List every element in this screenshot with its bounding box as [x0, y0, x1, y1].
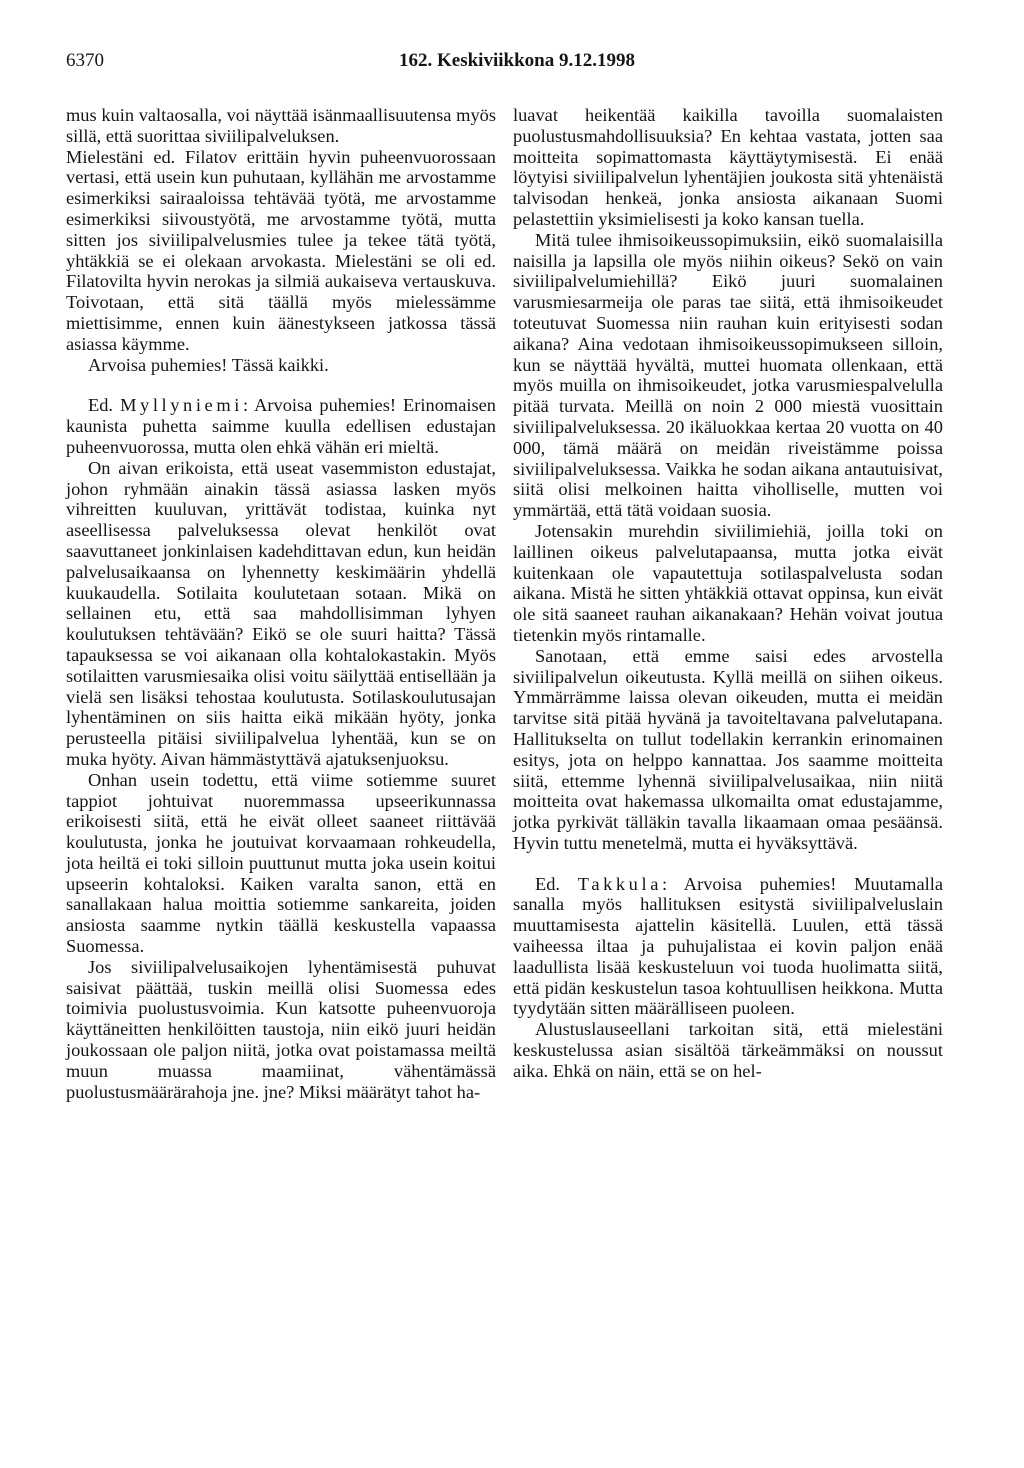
speaker-name: Takkula	[577, 873, 662, 894]
paragraph: On aivan erikoista, että useat vasemmiston edustajat, johon ryhmään ainakin tässä asiassa lasken myös vihreitten kuuluvan, yrittävät todistaa, kuinka nyt aseellisessa palveluksessa olevat henkilöt ovat saavuttaneet jonkinlaisen kadehdittavan edun, kun heidän palvelusaikaansa on lyhennetty keskimäärin yhdellä kuukaudella. Sotilaita koulutetaan sotaan. Mikä on sellainen etu, että saa mahdollisimman lyhyen koulutuksen tehtävään? Eikö se ole suuri haitta? Tässä tapauksessa se voi aikanaan olla kohtalokastakin. Myös sotilaitten varusmiesaika olisi voitu säilyttää entisellään ja vielä sen lisäksi tehostaa koulutusta. Sotilaskoulutusajan lyhentäminen on siis haitta eikä mikään hyöty, jonka perusteella pitäisi siviilipalvelua lyhentää, kun se on muka hyöty. Aivan hämmästyttävä ajatuksenjuoksu.	[66, 457, 496, 769]
speaker-paragraph	[66, 395, 496, 457]
speaker-prefix: Ed.	[88, 395, 121, 416]
paragraph: luavat heikentää kaikilla tavoilla suomalaisten puolustusmahdollisuuksia? En kehtaa vastata, jotten saa moitteita sopimattomasta käyttäytymisestä. Ei enää löytyisi siviilipalvelun lyhentäjien joukosta sitä yhtenäistä talvisodan henkeä, jonka ansiosta aikanaan Suomi pelastettiin yksimielisesti ja koko kansan tuella.	[513, 105, 943, 229]
page-header	[66, 50, 956, 74]
paragraph: Onhan usein todettu, että viime sotiemme suuret tappiot johtuivat nuoremmassa upseerikunnassa erikoisesti siitä, että he eivät olleet saaneet riittävää koulutusta, jonka he joutuivat korvaamaan rohkeudella, jota heiltä ei toki silloin puuttunut mutta joka usein koitui upseerin kohtaloksi. Kaiken varalta sanon, että en sanallakaan halua moittia sotiemme sankareita, joiden ansiosta saamme nytkin täällä keskustella vapaassa Suomessa.	[66, 769, 496, 957]
speaker-paragraph	[513, 874, 943, 1020]
paragraph: mus kuin valtaosalla, voi näyttää isänmaallisuutensa myös sillä, että suorittaa siviilipalveluksen.	[66, 105, 496, 146]
paragraph: Arvoisa puhemies! Tässä kaikki.	[88, 354, 329, 375]
left-column	[66, 105, 496, 1102]
right-column	[513, 105, 943, 1082]
paragraph: Alustuslauseellani tarkoitan sitä, että mielestäni keskustelussa asian sisältöä tärkeämmäksi on noussut aika. Ehkä on näin, että se on hel-	[513, 1019, 943, 1081]
paragraph: Jos siviilipalvelusaikojen lyhentämisestä puhuvat saisivat päättää, tuskin meillä olisi Suomessa edes toimivia puolustusvoimia. Kun katsotte puheenvuoroja käyttäneitten henkilöitten taustoja, niin eikö juuri heidän joukossaan ole paljon niitä, jotka ovat poistamassa meiltä muun muassa maamiinat, vähentämässä puolustusmäärärahoja jne. jne? Miksi määrätyt tahot ha-	[66, 956, 496, 1102]
paragraph: Jotensakin murehdin siviilimiehiä, joilla toki on laillinen oikeus palvelutapaansa, mutta jotka eivät kuitenkaan ole vapautettuja sotilaspalvelusta sodan aikana. Mistä he sitten yhtäkkiä ottavat oppinsa, kun eivät ole sitä saaneet rauhan aikanakaan? Hehän voivat joutua tietenkin myös rintamalle.	[513, 520, 943, 645]
speaker-text: : Arvoisa puhemies! Erinomaisen kaunista puhetta saimme kuulla edellisen edustajan puheenvuorossa, mutta olen ehkä vähän eri mieltä.	[66, 395, 497, 457]
speaker-text: : Arvoisa puhemies! Muutamalla sanalla myös hallituksen esitystä siviilipalveluslain muuttamisesta ajattelin käsitellä. Luulen, että tässä vaiheessa iltaa ja puhujalistaa ei kovin paljon enää laadullista lisää keskusteluun voi tuoda huolimatta siitä, että pidän keskustelun tasoa kohtuullisen heikkona. Mutta tyydytään sitten määrälliseen puoleen.	[513, 873, 943, 1019]
paragraph: Sanotaan, että emme saisi edes arvostella siviilipalvelun oikeutusta. Kyllä meillä on siihen oikeus. Ymmärrämme laissa olevan oikeuden, mutta ei meidän tarvitse sitä pitää hyvänä ja tavoiteltavana palvelutapana. Hallitukselta on tullut todellakin kerrankin erinomainen esitys, jota on helppo kannattaa. Jos saamme moitteita siitä, ettemme lyhennä siviilipalvelusaikaa, niin niitä moitteita ovat hakemassa ulkomailta omat edustajamme, jotka pyrkivät tälläkin tavalla likaamaan omaa pesäänsä. Hyvin tuttu menetelmä, mutta ei hyväksyttävä.	[513, 645, 943, 853]
speaker-name: Myllyniemi	[120, 395, 243, 416]
speaker-prefix: Ed.	[535, 873, 578, 894]
paragraph: Mielestäni ed. Filatov erittäin hyvin puheenvuorossaan vertasi, että usein kun puhutaan, kyllähän me arvostamme esimerkiksi sairaaloissa tehtävää työtä, me arvostamme esimerkiksi siivoustyötä, me arvostamme työtä, mutta sitten jos siviilipalvelusmies tulee ja tekee tätä työtä, yhtäkkiä se ei olekaan arvokasta. Mielestäni se oli ed. Filatovilta hyvin nerokas ja silmiä aukaiseva vertauskuva. Toivotaan, että sitä täällä myös mielessämme miettisimme, ennen kuin äänestykseen jatkossa tässä asiassa käymme.	[66, 146, 496, 354]
issue-date: 162. Keskiviikkona 9.12.1998	[399, 50, 635, 71]
page-number: 6370	[66, 50, 104, 71]
paragraph: Mitä tulee ihmisoikeussopimuksiin, eikö suomalaisilla naisilla ja lapsilla ole myös niihin oikeus? Sekö on vain siviilipalvelumiehillä? Eikö juuri suomalainen varusmiesarmeija ole paras tae siitä, että ihmisoikeudet toteutuvat Suomessa niin rauhan kuin erityisesti sodan aikana? Aina vedotaan ihmisoikeussopimukseen silloin, kun se näyttää hyvältä, muttei huomata ollenkaan, että myös muilla on ihmisoikeudet, jotka varusmiespalvelulla pitää turvata. Meillä on noin 2 000 miestä vuosittain siviilipalveluksessa. 20 ikäluokkaa kertaa 20 vuotta on 40 000, tämä määrä on meidän riveistämme poissa siviilipalveluksessa. Vaikka he sodan aikana antautuisivat, siitä olisi melkoinen haitta viholliselle, mutten voi ymmärtää, että tätä voidaan suosia.	[513, 229, 943, 521]
